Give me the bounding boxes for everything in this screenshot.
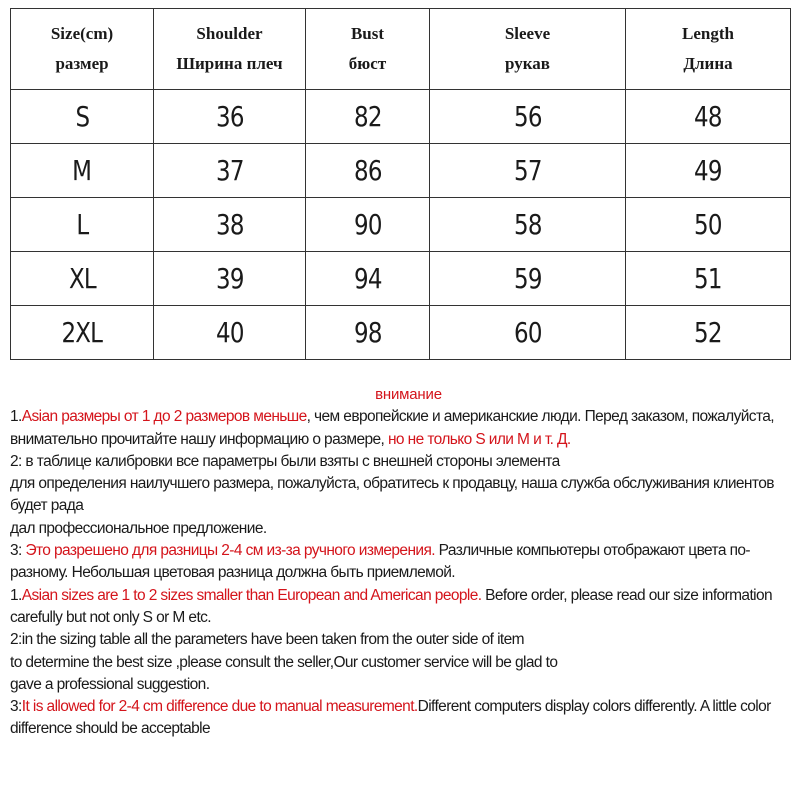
header-bust: Bust бюст <box>306 9 430 90</box>
cell-length: 50 <box>626 198 791 252</box>
attention-heading: внимание <box>375 386 442 403</box>
cell-sleeve: 60 <box>430 306 626 360</box>
cell-shoulder: 38 <box>154 198 306 252</box>
cell-size: 2XL <box>11 306 154 360</box>
cell-size: L <box>11 198 154 252</box>
cell-bust: 98 <box>306 306 430 360</box>
note-en-2-line-3: gave a professional suggestion. <box>10 675 210 693</box>
cell-length: 49 <box>626 144 791 198</box>
note-ru-2-line-2: для определения наилучшего размера, пожалуйста, обратитесь к продавцу, наша служба обслуживания клиентов будет рада <box>10 475 774 515</box>
cell-shoulder: 40 <box>154 306 306 360</box>
cell-length: 51 <box>626 252 791 306</box>
note-ru-1-text: , чем европейские и американские люди. Перед заказом, пожалуйста, внимательно прочитайте нашу информацию о размере, <box>10 408 775 448</box>
header-sleeve: Sleeve рукав <box>430 9 626 90</box>
cell-bust: 86 <box>306 144 430 198</box>
note-ru-1-highlight-2: но не только S или M и т. Д. <box>387 430 571 448</box>
cell-size: M <box>11 144 154 198</box>
note-en-1-text: Before order, please read our size information carefully but not only S or M etc. <box>10 586 773 626</box>
size-chart-table <box>10 8 791 360</box>
table-header-row <box>11 9 791 90</box>
table-row <box>11 252 791 306</box>
header-length: Length Длина <box>626 9 791 90</box>
table-row <box>11 198 791 252</box>
cell-shoulder: 36 <box>154 90 306 144</box>
note-ru-3 <box>10 540 795 585</box>
cell-bust: 82 <box>306 90 430 144</box>
note-en-3-highlight: It is allowed for 2-4 cm difference due to manual measurement. <box>21 698 418 716</box>
cell-length: 48 <box>626 90 791 144</box>
cell-shoulder: 39 <box>154 252 306 306</box>
note-ru-2-line-3: дал профессиональное предложение. <box>10 519 267 537</box>
cell-size: XL <box>11 252 154 306</box>
note-en-2-line-1: 2:in the sizing table all the parameters have been taken from the outer side of item <box>10 631 524 649</box>
table-row <box>11 90 791 144</box>
table-row <box>11 144 791 198</box>
cell-shoulder: 37 <box>154 144 306 198</box>
note-ru-3-text: Различные компьютеры отображают цвета по-разному. Небольшая цветовая разница должна быть приемлемой. <box>10 542 750 582</box>
note-ru-2-line-1: 2: в таблице калибровки все параметры были взяты с внешней стороны элемента <box>10 452 560 470</box>
cell-sleeve: 59 <box>430 252 626 306</box>
note-en-3 <box>10 696 795 741</box>
note-en-2-line-2: to determine the best size ,please consult the seller,Our customer service will be glad to <box>10 653 558 671</box>
note-en-1-prefix: 1. <box>10 586 22 604</box>
note-ru-1-highlight: Asian размеры от 1 до 2 размеров меньше <box>21 408 307 426</box>
header-shoulder: Shoulder Ширина плеч <box>154 9 306 90</box>
cell-sleeve: 57 <box>430 144 626 198</box>
note-en-3-text: Different computers display colors differently. A little color difference should be acceptable <box>10 698 771 738</box>
cell-length: 52 <box>626 306 791 360</box>
cell-bust: 90 <box>306 198 430 252</box>
note-en-1 <box>10 585 795 630</box>
header-size: Size(cm) размер <box>11 9 154 90</box>
cell-bust: 94 <box>306 252 430 306</box>
cell-sleeve: 56 <box>430 90 626 144</box>
size-notes <box>10 384 795 741</box>
note-ru-1 <box>10 406 795 451</box>
table-row <box>11 306 791 360</box>
cell-sleeve: 58 <box>430 198 626 252</box>
cell-size: S <box>11 90 154 144</box>
note-en-1-highlight: Asian sizes are 1 to 2 sizes smaller than European and American people. <box>21 586 482 604</box>
note-en-3-prefix: 3: <box>10 698 22 716</box>
note-ru-3-prefix: 3: <box>10 542 26 560</box>
note-ru-3-highlight: Это разрешено для разницы 2-4 см из-за ручного измерения. <box>25 542 435 560</box>
note-ru-1-prefix: 1. <box>10 408 22 426</box>
